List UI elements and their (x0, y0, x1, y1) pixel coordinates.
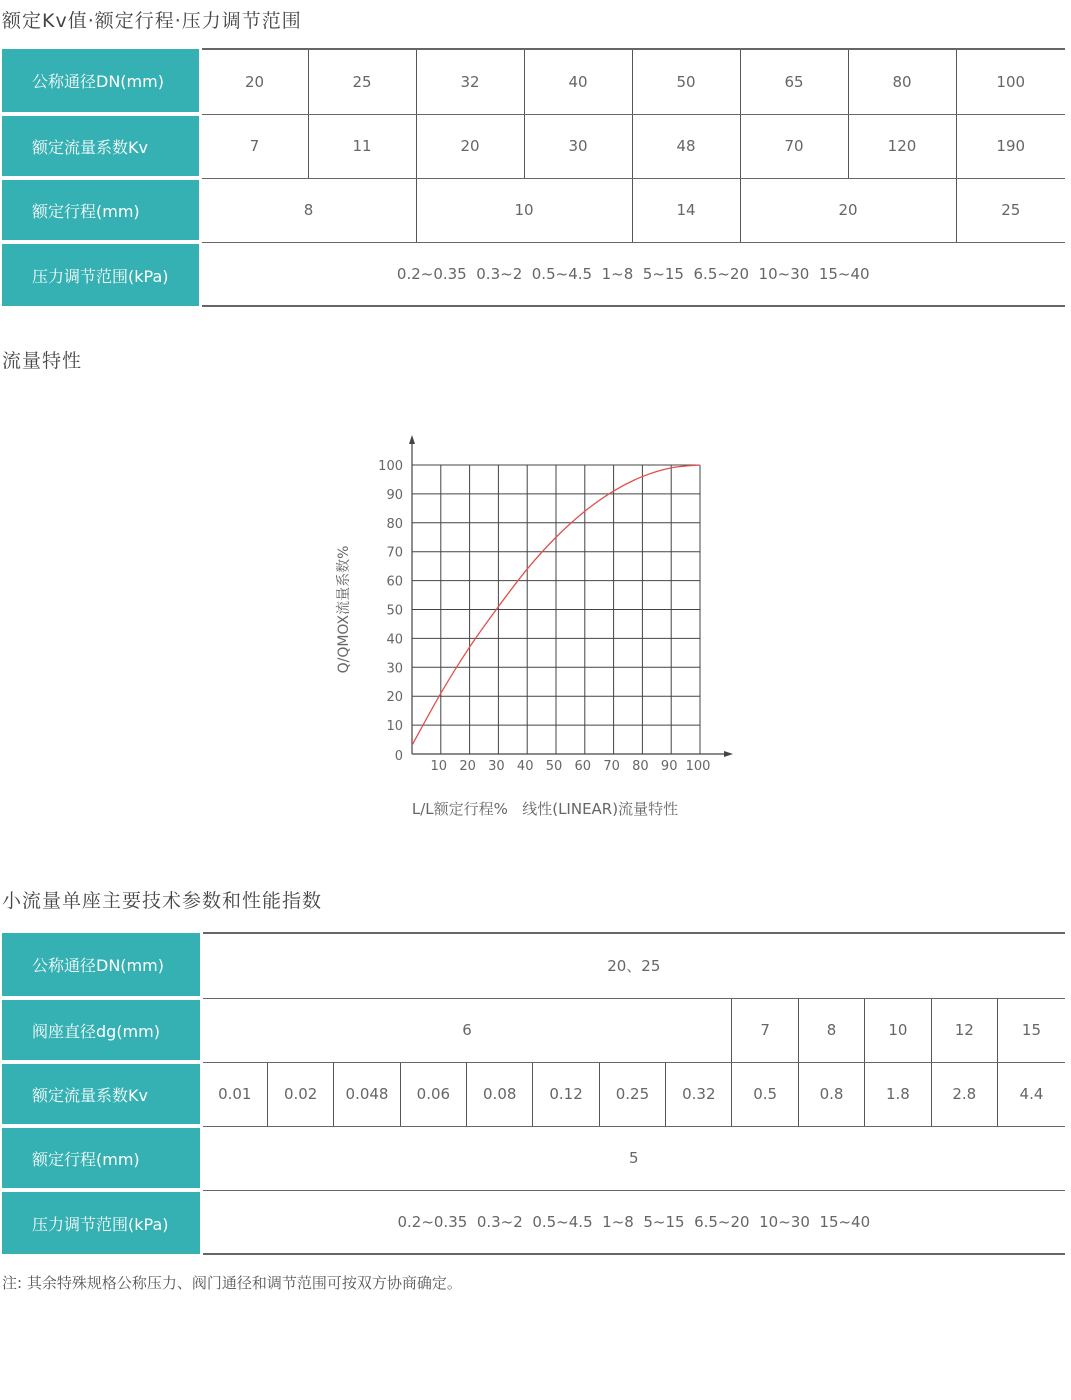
table-cell: 12 (931, 998, 997, 1062)
table-cell: 20、25 (201, 933, 1065, 998)
row-header: 额定流量系数Kv (2, 114, 200, 178)
y-tick-label: 100 (378, 459, 403, 474)
row-header: 额定流量系数Kv (2, 1062, 201, 1126)
y-axis-arrow (409, 435, 415, 444)
table-row (2, 1190, 1065, 1254)
table-cell: 2.8 (931, 1062, 997, 1126)
table-cell: 8 (200, 178, 416, 242)
y-tick-label: 20 (386, 690, 403, 706)
table-cell: 65 (740, 49, 848, 114)
table-cell: 120 (848, 114, 956, 178)
table-cell: 0.32 (666, 1062, 732, 1126)
x-tick-label: 50 (545, 759, 563, 774)
table-cell: 25 (956, 178, 1065, 242)
table-cell: 80 (848, 49, 956, 114)
row-header: 压力调节范围(kPa) (2, 242, 200, 306)
y-tick-label: 0 (394, 749, 403, 764)
y-tick-label: 10 (386, 719, 403, 735)
table-cell: 7 (200, 114, 308, 178)
table-cell: 14 (632, 178, 740, 242)
table-cell: 0.25 (599, 1062, 665, 1126)
y-tick-label: 50 (386, 603, 403, 619)
table-row (2, 242, 1065, 306)
x-tick-label: 10 (430, 759, 448, 774)
table-cell: 70 (740, 114, 848, 178)
table-cell: 50 (632, 49, 740, 114)
table-cell: 190 (956, 114, 1065, 178)
row-header: 额定行程(mm) (2, 178, 200, 242)
x-axis-label: L/L额定行程% 线性(LINEAR)流量特性 (411, 800, 679, 818)
row-header: 公称通径DN(mm) (2, 933, 201, 998)
row-header: 压力调节范围(kPa) (2, 1190, 201, 1254)
table-cell: 0.08 (467, 1062, 533, 1126)
x-tick-label: 20 (459, 759, 476, 774)
x-tick-label: 60 (574, 759, 592, 774)
y-tick-label: 40 (386, 632, 403, 648)
table-cell: 4.4 (997, 1062, 1065, 1126)
table-row (2, 933, 1065, 998)
table-cell: 0.02 (267, 1062, 333, 1126)
x-axis-arrow (724, 751, 733, 757)
x-tick-label: 90 (660, 759, 678, 774)
x-tick-label: 80 (632, 759, 649, 774)
section-title-small-flow: 小流量单座主要技术参数和性能指数 (2, 890, 323, 912)
table-row (2, 49, 1065, 114)
y-tick-label: 30 (386, 661, 403, 677)
table-row (2, 114, 1065, 178)
table-cell: 20 (416, 114, 524, 178)
table-cell: 40 (524, 49, 632, 114)
table-cell: 0.5 (732, 1062, 798, 1126)
kv-spec-table (2, 48, 1065, 307)
table-cell: 0.8 (798, 1062, 864, 1126)
x-tick-label: 70 (603, 759, 620, 774)
table-cell: 6 (201, 998, 732, 1062)
table-cell: 10 (865, 998, 931, 1062)
table-row (2, 1126, 1065, 1190)
table-cell: 0.12 (533, 1062, 599, 1126)
table-cell: 20 (740, 178, 956, 242)
table-cell: 0.048 (334, 1062, 400, 1126)
small-flow-spec-table (2, 932, 1065, 1255)
table-cell: 25 (308, 49, 416, 114)
y-tick-label: 60 (386, 574, 403, 590)
x-tick-label: 40 (516, 759, 534, 774)
y-axis-label: Q/QMOX流量系数% (336, 545, 352, 674)
y-tick-label: 70 (386, 545, 403, 561)
table-cell: 20 (200, 49, 308, 114)
y-tick-label: 90 (386, 487, 403, 503)
table-cell: 1.8 (865, 1062, 931, 1126)
flow-characteristic-chart (330, 430, 750, 830)
table-cell: 11 (308, 114, 416, 178)
table-row (2, 1062, 1065, 1126)
table-cell: 0.01 (201, 1062, 267, 1126)
section-title-flow: 流量特性 (2, 350, 83, 372)
table-cell: 10 (416, 178, 632, 242)
x-tick-label: 30 (488, 759, 505, 774)
table-cell: 8 (798, 998, 864, 1062)
table-cell: 15 (997, 998, 1065, 1062)
table-cell: 7 (732, 998, 798, 1062)
table-cell: 48 (632, 114, 740, 178)
table-cell: 30 (524, 114, 632, 178)
y-tick-label: 80 (386, 516, 403, 532)
table-cell: 0.2~0.35 0.3~2 0.5~4.5 1~8 5~15 6.5~20 10~30 15~40 (201, 1190, 1065, 1254)
row-header: 额定行程(mm) (2, 1126, 201, 1190)
table-cell: 0.2~0.35 0.3~2 0.5~4.5 1~8 5~15 6.5~20 10~30 15~40 (200, 242, 1065, 306)
section-title-kv: 额定Kv值·额定行程·压力调节范围 (2, 10, 302, 32)
table-cell: 100 (956, 49, 1065, 114)
table-cell: 5 (201, 1126, 1065, 1190)
table-row (2, 998, 1065, 1062)
table-cell: 0.06 (400, 1062, 466, 1126)
x-tick-label: 100 (685, 759, 711, 774)
footnote: 注: 其余特殊规格公称压力、阀门通径和调节范围可按双方协商确定。 (2, 1274, 462, 1292)
row-header: 公称通径DN(mm) (2, 49, 200, 114)
table-cell: 32 (416, 49, 524, 114)
table-row (2, 178, 1065, 242)
row-header: 阀座直径dg(mm) (2, 998, 201, 1062)
